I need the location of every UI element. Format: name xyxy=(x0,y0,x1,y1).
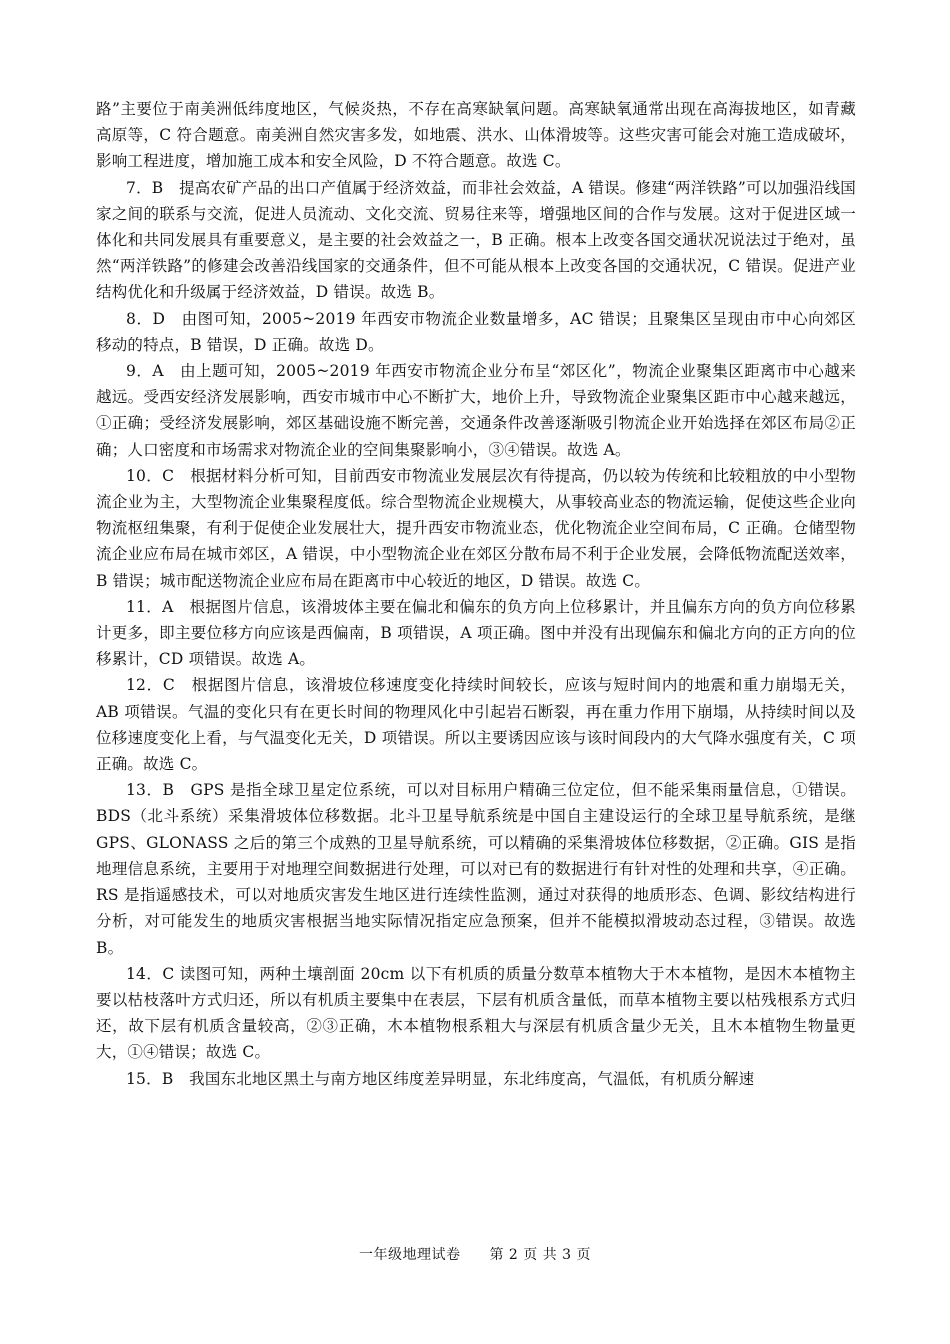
answer-9: 9．A 由上题可知，2005~2019 年西安市物流企业分布呈“郊区化”，物流企业聚集区距离市中心越来越远。受西安经济发展影响，西安市城市中心不断扩大，地价上升，导致物流企业聚集区距市中心越来越远，①正确；受经济发展影响，郊区基础设施不断完善，交通条件改善逐渐吸引物流企业开始选择在郊区布局②正确；人口密度和市场需求对物流企业的空间集聚影响小，③④错误。故选 A。 xyxy=(96,362,856,459)
answer-8: 8．D 由图可知，2005~2019 年西安市物流企业数量增多，AC 错误；且聚集区呈现由市中心向郊区移动的特点，B 错误，D 正确。故选 D。 xyxy=(96,309,856,354)
answer-11: 11．A 根据图片信息，该滑坡体主要在偏北和偏东的负方向上位移累计，并且偏东方向的负方向位移累计更多，即主要位移方向应该是西偏南，B 项错误，A 项正确。图中并没有出现偏东和偏北方向的正方向的位移累计，CD 项错误。故选 A。 xyxy=(96,597,856,669)
answer-14: 14．C 读图可知，两种土壤剖面 20cm 以下有机质的质量分数草本植物大于木本植物，是因木本植物主要以枯枝落叶方式归还，所以有机质主要集中在表层，下层有机质含量低，而草本植物主要以枯残根系方式归还，故下层有机质含量较高，②③正确，木本植物根系粗大与深层有机质含量少无关，且木本植物生物量更大，①④错误；故选 C。 xyxy=(96,964,856,1062)
answer-7: 7．B 提高农矿产品的出口产值属于经济效益，而非社会效益，A 错误。修建“两洋铁路”可以加强沿线国家之间的联系与交流，促进人员流动、文化交流、贸易往来等，增强地区间的合作与发展。这对于促进区域一体化和共同发展具有重要意义，是主要的社会效益之一，B 正确。根本上改变各国交通状况说法过于绝对，虽然“两洋铁路”的修建会改善沿线国家的交通条件，但不可能从根本上改变各国的交通状况，C 错误。促进产业结构优化和升级属于经济效益，D 错误。故选 B。 xyxy=(96,178,856,302)
answer-12: 12．C 根据图片信息，该滑坡位移速度变化持续时间较长，应该与短时间内的地震和重力崩塌无关，AB 项错误。气温的变化只有在更长时间的物理风化中引起岩石断裂，再在重力作用下崩塌，从持续时间以及位移速度变化上看，与气温变化无关，D 项错误。所以主要诱因应该与该时间段内的大气降水强度有关，C 项正确。故选 C。 xyxy=(96,676,856,774)
answer-15: 15．B 我国东北地区黑土与南方地区纬度差异明显，东北纬度高，气温低，有机质分解速 xyxy=(126,1069,755,1088)
page-footer: 一年级地理试卷 第 2 页 共 3 页 xyxy=(358,1247,592,1263)
answer-10: 10．C 根据材料分析可知，目前西安市物流业发展层次有待提高，仍以较为传统和比较粗放的中小型物流企业为主，大型物流企业集聚程度低。综合型物流企业规模大，从事较高业态的物流运输，促使这些企业向物流枢纽集聚，有利于促使企业发展壮大，提升西安市物流业态，优化物流企业空间布局，C 正确。仓储型物流企业应布局在城市郊区，A 错误，中小型物流企业在郊区分散布局不利于企业发展，会降低物流配送效率，B 错误；城市配送物流企业应布局在距离市中心较近的地区，D 错误。故选 C。 xyxy=(96,466,856,590)
paragraph-continuation: 路”主要位于南美洲低纬度地区，气候炎热，不存在高寒缺氧问题。高寒缺氧通常出现在高海拔地区，如青藏高原等，C 符合题意。南美洲自然灾害多发，如地震、洪水、山体滑坡等。这些灾害可能会对施工造成破坏，影响工程进度，增加施工成本和安全风险，D 不符合题意。故选 C。 xyxy=(96,100,856,171)
answer-content xyxy=(96,96,856,1092)
answer-13: 13．B GPS 是指全球卫星定位系统，可以对目标用户精确三位定位，但不能采集雨量信息，①错误。BDS（北斗系统）采集滑坡体位移数据。北斗卫星导航系统是中国自主建设运行的全球卫星导航系统，是继 GPS、GLONASS 之后的第三个成熟的卫星导航系统，可以精确的采集滑坡体位移数据，②正确。GIS 是指地理信息系统，主要用于对地理空间数据进行处理，可以对已有的数据进行有针对性的处理和共享，④正确。RS 是指遥感技术，可以对地质灾害发生地区进行连续性监测，通过对获得的地质形态、色调、影纹结构进行分析，对可能发生的地质灾害根据当地实际情况指定应急预案，但并不能模拟滑坡动态过程，③错误。故选 B。 xyxy=(96,781,856,957)
